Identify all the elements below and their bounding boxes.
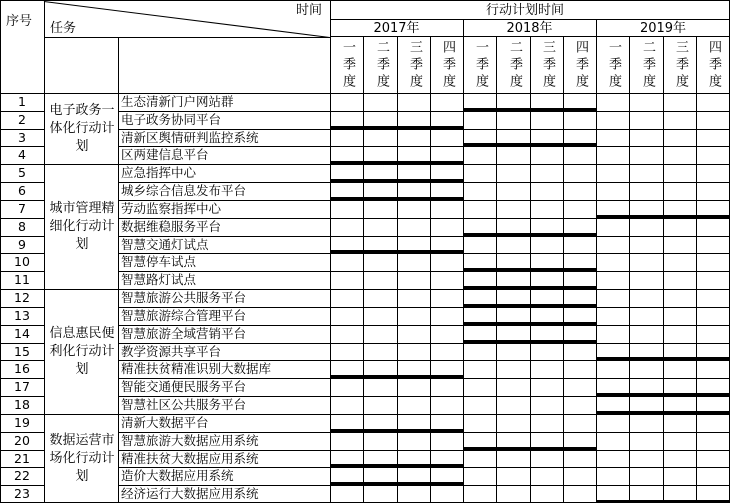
category-divider xyxy=(44,289,118,290)
row-number: 1 xyxy=(18,94,26,109)
row-number: 3 xyxy=(18,130,26,145)
task-name: 智慧旅游综合管理平台 xyxy=(121,308,247,323)
header-plan-time: 行动计划时间 xyxy=(486,3,565,18)
row-number: 7 xyxy=(18,201,26,216)
header-diagonal xyxy=(44,1,330,38)
task-name: 智慧社区公共服务平台 xyxy=(121,397,247,412)
row-line xyxy=(118,146,730,147)
row-number: 17 xyxy=(14,379,30,394)
row-number: 15 xyxy=(14,344,30,359)
quarter-header: 二季度 xyxy=(640,39,655,91)
col-line-category xyxy=(118,37,119,503)
task-name: 清新区舆情研判监控系统 xyxy=(121,130,259,145)
task-name: 清新大数据平台 xyxy=(121,415,209,430)
row-number: 2 xyxy=(18,112,26,127)
year-2019: 2019年 xyxy=(639,21,687,36)
row-number: 23 xyxy=(14,486,30,501)
row-number: 5 xyxy=(18,165,26,180)
row-number: 21 xyxy=(14,451,30,466)
row-number: 4 xyxy=(18,147,26,162)
quarter-header: 二季度 xyxy=(507,39,522,91)
row-number: 18 xyxy=(14,397,30,412)
row-line xyxy=(118,271,730,272)
category-label: 电子政务一体化行动计划 xyxy=(49,103,115,154)
quarter-header: 三季度 xyxy=(407,39,422,91)
row-number: 9 xyxy=(18,237,26,252)
quarter-header: 四季度 xyxy=(706,39,721,91)
header-task: 任务 xyxy=(50,21,77,36)
task-name: 劳动监察指挥中心 xyxy=(121,201,222,216)
row-line xyxy=(118,253,730,254)
task-name: 电子政务协同平台 xyxy=(121,112,222,127)
task-name: 教学资源共享平台 xyxy=(121,344,222,359)
row-number: 6 xyxy=(18,183,26,198)
task-name: 城乡综合信息发布平台 xyxy=(121,183,247,198)
year-2017: 2017年 xyxy=(373,21,420,36)
row-number: 8 xyxy=(18,219,26,234)
row-number: 20 xyxy=(14,433,30,448)
row-number: 14 xyxy=(14,326,30,341)
task-name: 智慧路灯试点 xyxy=(121,272,197,287)
row-number: 11 xyxy=(14,272,30,287)
quarter-header: 二季度 xyxy=(374,39,389,91)
quarter-header: 一季度 xyxy=(473,39,488,91)
header-seq: 序号 xyxy=(6,14,33,29)
task-name: 经济运行大数据应用系统 xyxy=(121,486,259,501)
category-label: 数据运营市场化行动计划 xyxy=(49,433,115,484)
row-number: 16 xyxy=(14,361,30,376)
row-number: 22 xyxy=(14,468,30,483)
task-name: 智能交通便民服务平台 xyxy=(121,379,247,394)
row-line xyxy=(118,164,730,165)
quarter-header: 一季度 xyxy=(340,39,355,91)
task-name: 应急指挥中心 xyxy=(121,165,197,180)
header-time: 时间 xyxy=(296,3,323,18)
quarter-header: 三季度 xyxy=(673,39,688,91)
task-name: 智慧停车试点 xyxy=(121,254,197,269)
task-name: 造价大数据应用系统 xyxy=(121,468,234,483)
row-line xyxy=(118,414,730,415)
task-name: 区两建信息平台 xyxy=(121,147,209,162)
category-divider xyxy=(44,414,118,415)
year-2018: 2018年 xyxy=(506,21,553,36)
row-line xyxy=(118,236,730,237)
task-name: 智慧旅游公共服务平台 xyxy=(121,290,247,305)
col-line-seq xyxy=(44,0,45,503)
header-line-plan xyxy=(330,19,730,20)
task-name: 精准扶贫大数据应用系统 xyxy=(121,451,259,466)
task-name: 智慧旅游大数据应用系统 xyxy=(121,433,259,448)
quarter-header: 四季度 xyxy=(440,39,455,91)
category-label: 城市管理精细化行动计划 xyxy=(49,201,115,252)
quarter-header: 一季度 xyxy=(606,39,621,91)
header-task-line xyxy=(44,37,330,38)
quarter-header: 三季度 xyxy=(540,39,555,91)
row-number: 13 xyxy=(14,308,30,323)
task-name: 精准扶贫精准识别大数据库 xyxy=(121,361,272,376)
task-name: 智慧旅游全域营销平台 xyxy=(121,326,247,341)
table-border-top xyxy=(0,0,730,1)
row-number: 19 xyxy=(14,415,30,430)
category-label: 信息惠民便利化行动计划 xyxy=(49,326,115,377)
row-number: 12 xyxy=(14,290,30,305)
category-divider xyxy=(44,164,118,165)
task-name: 数据维稳服务平台 xyxy=(121,219,222,234)
row-number: 10 xyxy=(14,254,30,269)
task-name: 生态清新门户网站群 xyxy=(121,94,234,109)
task-name: 智慧交通灯试点 xyxy=(121,237,209,252)
quarter-header: 四季度 xyxy=(573,39,588,91)
